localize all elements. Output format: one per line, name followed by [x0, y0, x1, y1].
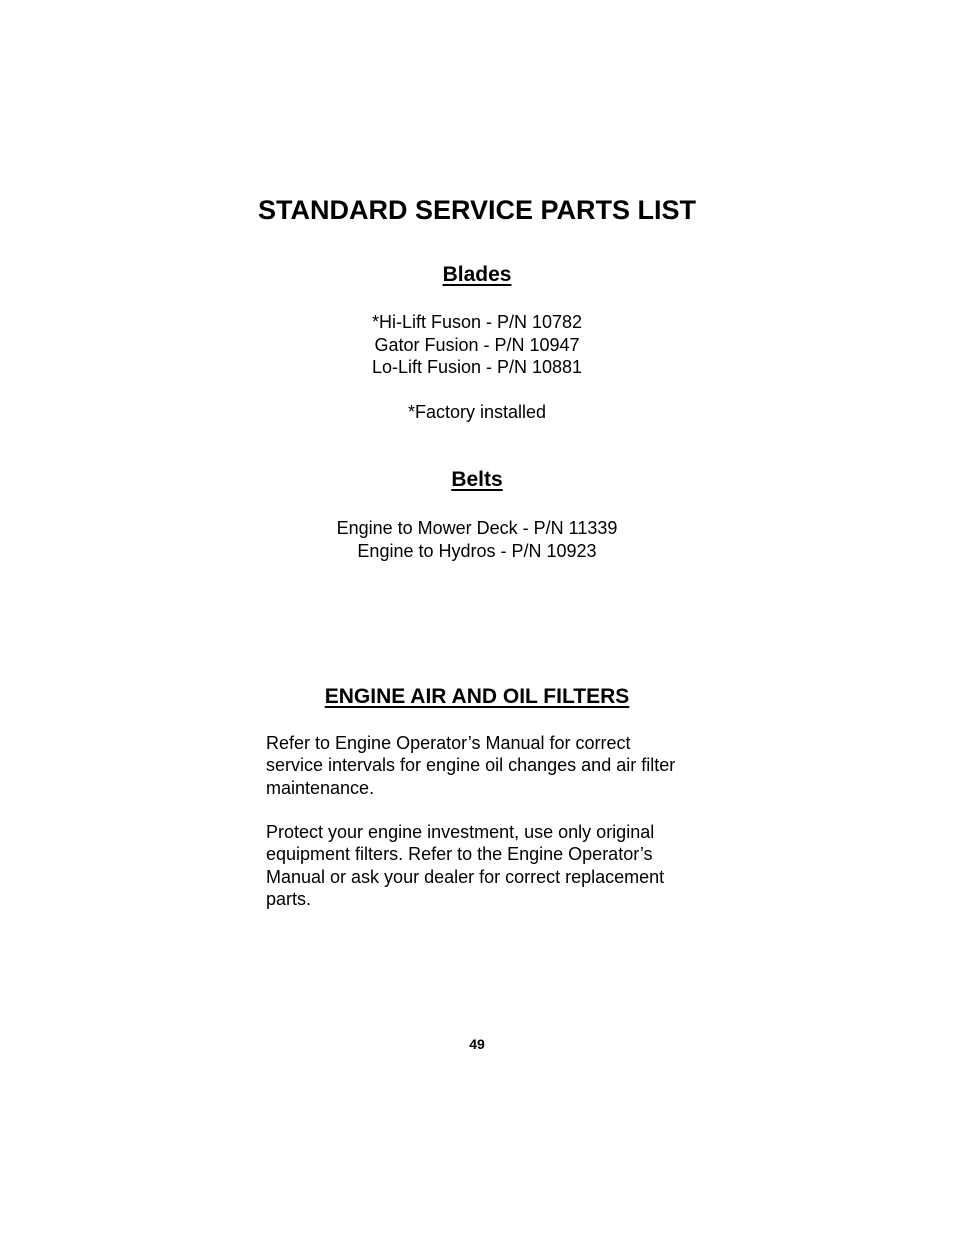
- paragraph-line: Refer to Engine Operator’s Manual for correct: [266, 733, 631, 753]
- list-item: *Hi-Lift Fuson - P/N 10782: [371, 312, 583, 332]
- blades-heading: Blades: [442, 263, 512, 286]
- belts-heading: Belts: [451, 468, 503, 491]
- filters-paragraph-1: [266, 732, 706, 799]
- paragraph-line: equipment filters. Refer to the Engine Operator’s: [266, 844, 653, 865]
- paragraph-line: parts.: [266, 889, 312, 910]
- blades-list: [0, 311, 954, 379]
- page-number: 49: [469, 1036, 485, 1052]
- factory-installed-note: *Factory installed: [407, 402, 547, 422]
- list-item: Gator Fusion - P/N 10947: [374, 334, 580, 355]
- paragraph-line: Protect your engine investment, use only original: [266, 822, 655, 842]
- paragraph-line: maintenance.: [266, 777, 375, 798]
- paragraph-line: Manual or ask your dealer for correct replacement: [266, 866, 665, 887]
- page-title: STANDARD SERVICE PARTS LIST: [257, 195, 697, 225]
- belts-list: [0, 517, 954, 562]
- list-item: Engine to Hydros - P/N 10923: [357, 540, 597, 561]
- list-item: Engine to Mower Deck - P/N 11339: [336, 518, 618, 538]
- paragraph-line: service intervals for engine oil changes and air filter: [266, 755, 676, 776]
- filters-heading: ENGINE AIR AND OIL FILTERS: [324, 685, 630, 708]
- filters-paragraph-2: [266, 821, 706, 911]
- list-item: Lo-Lift Fusion - P/N 10881: [371, 357, 583, 377]
